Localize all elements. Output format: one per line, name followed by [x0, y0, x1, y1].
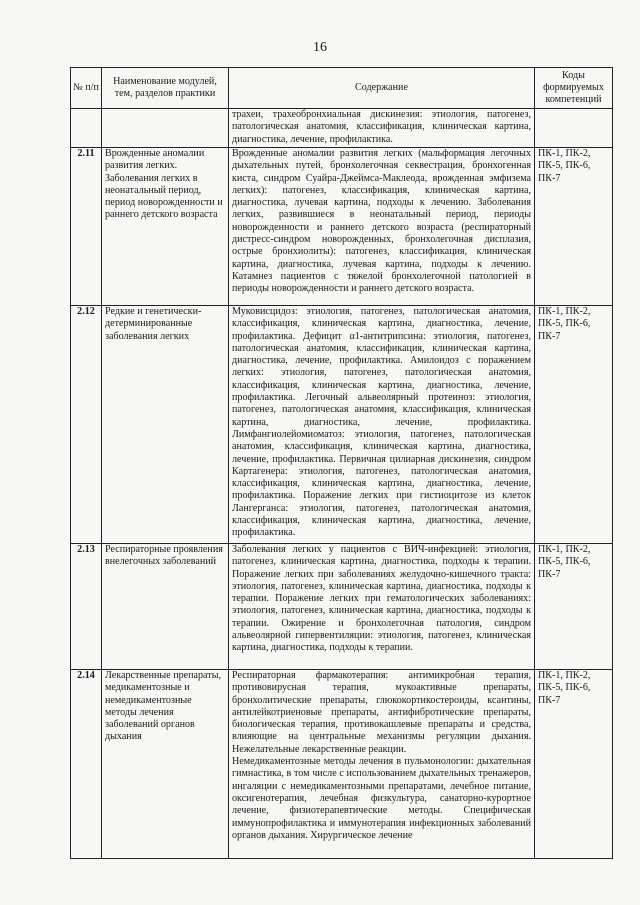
row-competency-codes: ПК-1, ПК-2, ПК-5, ПК-6, ПК-7	[535, 306, 613, 544]
row-section-name: Респираторные проявления внелегочных заболеваний	[102, 544, 229, 670]
row-content	[229, 148, 535, 306]
header-competency-codes: Коды формируемых компетенций	[535, 68, 613, 109]
row-number	[71, 109, 102, 148]
row-content	[229, 109, 535, 148]
table-row	[71, 148, 613, 306]
header-content: Содержание	[229, 68, 535, 109]
row-content-paragraph: Муковисцидоз: этиология, патогенез, патологическая анатомия, классификация, клиническая картина, диагностика, лечение, профилактика. Дефицит α1-антитрипсина: этиология, патогенез, патологическая анатомия, классификация, клиническая картина, диагностика, лечение, профилактика. Амилоидоз с поражением легких: этиология, патогенез, патологическая анатомия, классификация, клиническая картина, диагностика, лечение, профилактика. Легочный альвеолярный протеиноз: этиология, патогенез, патологическая анатомия, классификация, клиническая картина, диагностика, лечение, профилактика. Лимфангиолейомиоматоз: этиология, патогенез, патологическая анатомия, классификация, клиническая картина, диагностика, лечение, профилактика. Первичная цилиарная дискинезия, синдром Картагенера: этиология, патогенез, патологическая анатомия, классификация, клиническая картина, диагностика, лечение, профилактика. Поражение легких при гистиоцитозе из клеток Лангерганса: этиология, патогенез, патологическая анатомия, классификация, клиническая картина, диагностика, лечение, профилактика.	[232, 306, 531, 539]
table-row	[71, 544, 613, 670]
row-content-paragraph: трахеи, трахеобронхиальная дискинезия: этиология, патогенез, патологическая анатомия, классификация, клиническая картина, диагностика, лечение, профилактика.	[232, 109, 531, 145]
row-content	[229, 306, 535, 544]
header-number: № п/п	[71, 68, 102, 109]
table-row	[71, 670, 613, 859]
table-header-row	[71, 68, 613, 109]
row-content-paragraph: Заболевания легких у пациентов с ВИЧ-инфекцией: этиология, патогенез, клиническая картина, диагностика, подходы к терапии. Поражение легких при заболеваниях желудочно-кишечного тракта: этиология, патогенез, клиническая картина, диагностика, подходы к терапии. Поражение легких при гематологических заболеваниях: этиология, патогенез, клиническая картина, диагностика, подходы к терапии. Ожирение и бронхолегочная патология, синдром альвеолярной гипервентиляции: этиология, патогенез, клиническая картина, диагностика, подходы к терапии.	[232, 544, 531, 654]
row-number: 2.11	[71, 148, 102, 306]
row-competency-codes: ПК-1, ПК-2, ПК-5, ПК-6, ПК-7	[535, 670, 613, 859]
table-row	[71, 109, 613, 148]
table-row	[71, 306, 613, 544]
row-number: 2.12	[71, 306, 102, 544]
row-number: 2.14	[71, 670, 102, 859]
row-competency-codes	[535, 109, 613, 148]
header-section-name: Наименование модулей, тем, разделов практики	[102, 68, 229, 109]
row-section-name	[102, 109, 229, 148]
row-section-name: Редкие и генетически-детерминированные заболевания легких	[102, 306, 229, 544]
row-number: 2.13	[71, 544, 102, 670]
row-content	[229, 544, 535, 670]
row-content-paragraph: Немедикаментозные методы лечения в пульмонологии: дыхательная гимнастика, в том числе с использованием дыхательных тренажеров, ингаляции с немедикаментозными препаратами, лечебное питание, оксигенотерапия, лечебная физкультура, санаторно-курортное лечение, физиотерапевтические методы. Специфическая иммунопрофилактика и иммунотерапия инфекционных заболеваний органов дыхания. Хирургическое лечение	[232, 756, 531, 841]
page-number: 16	[313, 40, 327, 55]
row-content	[229, 670, 535, 859]
row-competency-codes: ПК-1, ПК-2, ПК-5, ПК-6, ПК-7	[535, 148, 613, 306]
row-content-paragraph: Врожденные аномалии развития легких (мальформация легочных дыхательных путей, бронхолегочная секвестрация, бронхогенная киста, синдром Суайра-Джеймса-Маклеода, врожденная эмфизема легких): патогенез, классификация, клиническая картина, диагностика, лучевая картина, подходы к лечению. Заболевания легких, развившиеся в неонатальный период, периоды новорожденности и раннего детского возраста (респираторный дистресс-синдром новорожденных, бронхолегочная дисплазия, острые бронхиолиты): патогенез, классификация, клиническая картина, диагностика, лучевая картина, подходы к лечению. Катамнез пациентов с тяжелой бронхолегочной патологией в периоды новорожденности и раннего детского возраста.	[232, 148, 531, 295]
row-section-name: Врожденные аномалии развития легких. Заболевания легких в неонатальный период, период новорожденности и раннего детского возраста	[102, 148, 229, 306]
row-section-name: Лекарственные препараты, медикаментозные и немедикаментозные методы лечения заболеваний органов дыхания	[102, 670, 229, 859]
row-competency-codes: ПК-1, ПК-2, ПК-5, ПК-6, ПК-7	[535, 544, 613, 670]
row-content-paragraph: Респираторная фармакотерапия: антимикробная терапия, противовирусная терапия, мукоактивные препараты, бронхолитические препараты, глюкокортикостероиды, ксантины, антилейкотриеновые препараты, антифибротические препараты, биологическая терапия, противокашлевые препараты и средства, влияющие на центральные механизмы регуляции дыхания. Нежелательные лекарственные реакции.	[232, 670, 531, 755]
curriculum-table	[70, 67, 613, 859]
